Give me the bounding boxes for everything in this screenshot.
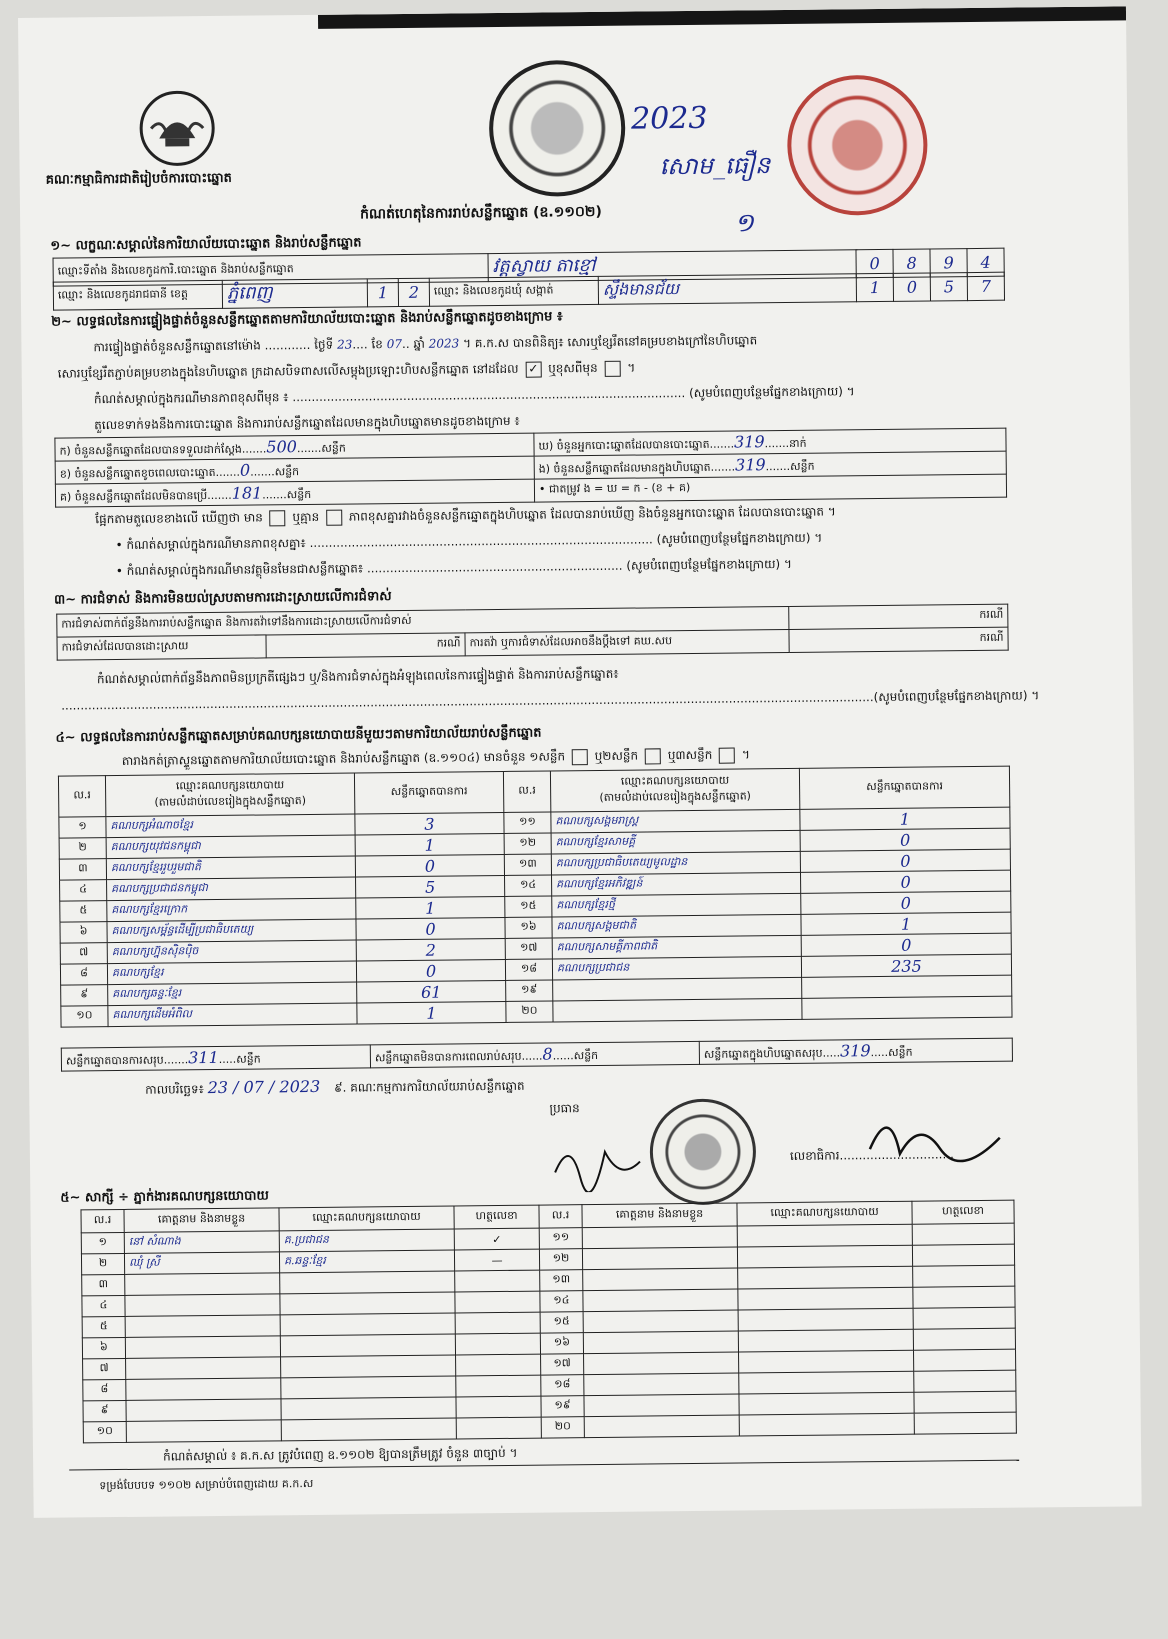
col-votes: សន្លឹកឆ្នោតបានការ [354, 771, 503, 814]
row-no: ១៤ [540, 1291, 583, 1312]
seal-check-line: សោរឬខ្សែរឹតភ្ជាប់គម្របខាងក្នុងនៃហិបឆ្នោត ក្រដាសបិទពាសលើសម្ពុងប្រឡោះហិបសន្លឹកឆ្នោត នៅដដែល ✓ ឬខុសពីមុន ។ [57, 360, 636, 381]
witness-party [737, 1224, 912, 1247]
witness-signature [455, 1312, 540, 1334]
col-party: ឈ្មោះគណបក្សនយោបាយ [279, 1206, 454, 1231]
unit-label: សន្លឹក [321, 441, 346, 455]
party-name [553, 998, 802, 1022]
vote-count: 5 [356, 875, 505, 898]
unit-label: សន្លឹក [236, 1052, 261, 1066]
bullet-object-text: • កំណត់សម្គាល់ក្នុងករណីមានវត្ថុមិនមែនជាសន្លឹកឆ្នោត៖ [115, 561, 364, 579]
col-votes: សន្លឹកឆ្នោតបានការ [799, 766, 1009, 809]
vote-count: 2 [356, 938, 505, 961]
witness-party [280, 1271, 455, 1294]
witness-party: គ.ប្រជាជន [279, 1229, 454, 1252]
witness-name [125, 1294, 280, 1317]
row-no: ២ [81, 1253, 124, 1274]
total-valid-value: 311 [188, 1047, 219, 1067]
committee-label: ៩. គណៈកម្មការការិយាល័យរាប់សន្លឹកឆ្នោត [333, 1078, 525, 1095]
day-label: ថ្ងៃទី [314, 337, 334, 352]
vote-count: 0 [800, 849, 1010, 872]
fill-note: (សូមបំពេញបន្ថែមផ្នែកខាងក្រោយ) ។ [873, 688, 1040, 705]
row-no: ១២ [539, 1249, 582, 1270]
bullet-object: • កំណត់សម្គាល់ក្នុងករណីមានវត្ថុមិនមែនជាសន្លឹកឆ្នោត៖ ................................................................... (សូមបំពេញបន្ថែមផ្នែកខាងក្រោយ) ។ [115, 556, 792, 579]
total-invalid-label: សន្លឹកឆ្នោតមិនបានការពេលរាប់សរុប [374, 1049, 522, 1064]
witness-signature [455, 1333, 540, 1355]
commune-value: ស្ទឹងមានជ័យ [598, 274, 856, 305]
unit-label: សន្លឹក [274, 464, 300, 478]
discrepancy-text-b: ភាពខុសគ្នារវាងចំនួនសន្លឹកឆ្នោតក្នុងហិបឆ្នោត ដែលបានរាប់ឃើញ និងចំនួនអ្នកបោះឆ្នោត ដែលបានបោះឆ្នោត ។ [348, 504, 836, 524]
row-no: ១១ [539, 1228, 582, 1249]
code-digit: 0 [856, 249, 893, 277]
row-no: ៨ [60, 964, 107, 985]
province-label: ឈ្មោះ និងលេខកូដរាជធានី ខេត្ត [53, 280, 222, 310]
fill-note: (សូមបំពេញបន្ថែមផ្នែកខាងក្រោយ) ។ [688, 384, 855, 400]
witness-name [583, 1268, 738, 1291]
row-no: ៧ [60, 943, 107, 964]
witness-party [739, 1392, 914, 1415]
col-no: ល.រ [58, 776, 105, 817]
date-line [145, 1075, 525, 1100]
row-no: ១៤ [505, 875, 552, 896]
tally-2sheets: ឬ២សន្លឹក [594, 748, 639, 764]
case-label: ករណី [789, 627, 1008, 652]
row-no: ១៩ [541, 1396, 584, 1417]
month-value: 07 [386, 336, 403, 352]
row-no: ៩ [83, 1400, 126, 1421]
vote-count: 1 [355, 833, 504, 856]
witness-party [739, 1350, 914, 1373]
col-sign: ហត្ថលេខា [912, 1200, 1014, 1224]
row-no: ៥ [60, 901, 107, 922]
row-no: ១៦ [505, 917, 552, 938]
witness-name [582, 1247, 737, 1270]
party-name: គណបក្សសង្គមជាតិ [552, 914, 801, 938]
different-label: ឬខុសពីមុន [548, 360, 598, 376]
total-valid-label: សន្លឹកឆ្នោតបានការសរុប [65, 1053, 164, 1068]
row-no: ៨ [83, 1379, 126, 1400]
vote-count: 0 [801, 933, 1011, 956]
unit-label: សន្លឹក [888, 1045, 913, 1059]
totals-table: សន្លឹកឆ្នោតបានការសរុប.......311.....សន្លឹក សន្លឹកឆ្នោតមិនបានការពេលរាប់សរុប......8......សន្លឹក សន្លឹកឆ្នោតក្នុងហិបឆ្នោតសរុប.....319.....សន្លឹក [61, 1038, 1013, 1072]
vote-count: 0 [355, 854, 504, 877]
page-number: ១ [734, 208, 755, 239]
section3-heading: ៣~ ការជំទាស់ និងការមិនយល់ស្របតាមការដោះស្រាយលើការជំទាស់ [54, 589, 392, 608]
witness-party [281, 1355, 456, 1378]
code-digit: 7 [967, 272, 1004, 300]
row-d-value: 319 [733, 431, 765, 452]
party-name: គណបក្សខ្មែរសាមគ្គី [551, 830, 800, 854]
row-no: ៤ [60, 880, 107, 901]
day-value: 23 [336, 337, 353, 352]
section2-heading: ២~ លទ្ធផលនៃការផ្ទៀងផ្ទាត់ចំនួនសន្លឹកឆ្នោតតាមការិយាល័យបោះឆ្នោត និងរាប់សន្លឹកឆ្នោតដូចខាងក្រោម ៖ [51, 309, 563, 330]
row-no: ៣ [82, 1274, 125, 1295]
code-digit: 4 [967, 248, 1004, 276]
location-value: វត្តស្វាយ តាខ្មៅ [488, 250, 856, 282]
row-no: ២០ [506, 1001, 553, 1022]
scan-edge [318, 6, 1126, 28]
figures-table: ក) ចំនួនសន្លឹកឆ្នោតដែលបានទទួលដាក់ស្ដែង.......500.......សន្លឹក ឃ) ចំនួនអ្នកបោះឆ្នោតដែលបានបោះឆ្នោត.......319.......នាក់ ខ) ចំនួនសន្លឹកឆ្នោតខូចពេលបោះឆ្នោត.......0.......សន្លឹក ង) ចំនួនសន្លឹកឆ្នោតដែលមានក្នុងហិបឆ្នោត.......319.......សន្លឹក គ) ចំនួនសន្លឹកឆ្នោតដែលមិនបានប្រើ.......181.......សន្លឹក • ជាតម្រូវ ង = ឃ = ក - (ខ + គ) [54, 428, 1007, 508]
witness-signature [455, 1270, 540, 1292]
party-name: គណបក្សសាមគ្គីភាពជាតិ [552, 935, 801, 959]
checkbox-3sheets[interactable] [719, 747, 735, 763]
total-invalid-value: 8 [542, 1043, 553, 1064]
results-table [58, 766, 1013, 1028]
party-name: គណបក្សសង្គមរាស្ត្រ [551, 809, 800, 833]
party-name: គណបក្សខ្មែរថ្មី [552, 893, 801, 917]
irregularity-fill: .....................................................................................................................................................................................................................(សូមបំពេញបន្ថែមផ្នែកខាងក្រោយ) ។ [61, 688, 1040, 713]
witness-name [125, 1336, 280, 1359]
year-handwritten: 2023 [630, 100, 708, 137]
checkbox-same[interactable]: ✓ [525, 361, 541, 377]
row-no: ១៣ [504, 854, 551, 875]
row-b-label: ខ) ចំនួនសន្លឹកឆ្នោតខូចពេលបោះឆ្នោត [59, 465, 216, 481]
row-no: ៦ [60, 922, 107, 943]
row-no: ៩ [61, 985, 108, 1006]
party-name: គណបក្សខ្មែររួបរួមជាតិ [106, 856, 355, 880]
witness-signature [914, 1391, 1016, 1413]
row-no: ១១ [504, 812, 551, 833]
row-e-value: 319 [734, 454, 766, 475]
witness-party [280, 1292, 455, 1315]
col-name: គោត្តនាម និងនាមខ្លួន [582, 1203, 737, 1228]
witness-party [738, 1329, 913, 1352]
party-name: គណបក្សឆន្ទៈខ្មែរ [108, 982, 357, 1006]
witness-party [281, 1418, 456, 1441]
vote-count: 0 [356, 959, 505, 982]
witness-name [583, 1310, 738, 1333]
witness-signature [456, 1417, 541, 1439]
seal-check-text: សោរឬខ្សែរឹតភ្ជាប់គម្របខាងក្នុងនៃហិបឆ្នោត ក្រដាសបិទពាសលើសម្ពុងប្រឡោះហិបសន្លឹកឆ្នោត នៅដដែល [57, 361, 519, 381]
fill-note: (សូមបំពេញបន្ថែមផ្នែកខាងក្រោយ) ។ [656, 530, 823, 547]
secretary-line: លេខាធិការ.............................. [789, 1147, 954, 1163]
verification-line: ការផ្ទៀងផ្ទាត់ចំនួនសន្លឹកឆ្នោតនៅម៉ោង ............ ថ្ងៃទី 23.... ខែ 07.. ឆ្នាំ 2023 ។ គ.ក.ស បានពិនិត្យ៖ សោរឬខ្សែរឹតនៅគម្របខាងក្រៅនៃហិបឆ្នោត [93, 333, 758, 355]
col-no: ល.រ [81, 1209, 124, 1232]
vote-count: 0 [800, 870, 1010, 893]
party-name: គណបក្សខ្មែរ [107, 961, 356, 985]
witness-name [126, 1399, 281, 1422]
tally-intro: តារាងកត់ត្រាស្ទួនឆ្នោតតាមការិយាល័យបោះឆ្នោត និងរាប់សន្លឹកឆ្នោត (ឧ.១១០៤) មានចំនួន ១សន្លឹក ឬ២សន្លឹក ឬ៣សន្លឹក ។ [121, 747, 750, 768]
witness-signature [912, 1223, 1014, 1245]
row-no: ១ [59, 817, 106, 838]
row-no: ១ [81, 1232, 124, 1253]
witness-name [584, 1415, 739, 1438]
verification-text-b: ។ គ.ក.ស បានពិនិត្យ៖ សោរឬខ្សែរឹតនៅគម្របខាងក្រៅនៃហិបឆ្នោត [462, 333, 758, 351]
col-no: ល.រ [539, 1205, 582, 1228]
witness-name [584, 1373, 739, 1396]
vote-count: 1 [800, 807, 1010, 830]
figures-intro: តួលេខទាក់ទងនឹងការបោះឆ្នោត និងការរាប់សន្លឹកឆ្នោតដែលមានក្នុងហិបឆ្នោតមានដូចខាងក្រោម ៖ [94, 413, 520, 433]
checkbox-2sheets[interactable] [645, 748, 661, 764]
witness-party [739, 1413, 914, 1436]
code-digit: 0 [893, 273, 930, 301]
col-party [550, 768, 799, 812]
col-party-sub: (តាមលំដាប់លេខរៀងក្នុងសន្លឹកឆ្នោត) [599, 789, 752, 804]
case-label: ករណី [266, 633, 465, 658]
year-value: 2023 [428, 336, 460, 351]
witness-party [738, 1308, 913, 1331]
witness-signature [913, 1307, 1015, 1329]
row-no: ១០ [83, 1421, 126, 1442]
witness-name [583, 1331, 738, 1354]
witness-signature: ✓ [454, 1228, 539, 1250]
district-handwritten: សោម_ធឿន [659, 151, 771, 181]
col-no: ល.រ [503, 771, 550, 812]
witness-name [125, 1273, 280, 1296]
party-name: គណបក្សប្រជាធិបតេយ្យមូលដ្ឋាន [551, 851, 800, 875]
witness-signature [456, 1375, 541, 1397]
year-label: ឆ្នាំ [413, 336, 425, 351]
section5-heading: ៥~ សាក្សី ÷ ភ្នាក់ងារគណបក្សនយោបាយ [60, 1188, 269, 1206]
row-a-label: ក) ចំនួនសន្លឹកឆ្នោតដែលបានទទួលដាក់ស្ដែង [59, 442, 242, 458]
formula-cell: • ជាតម្រូវ ង = ឃ = ក - (ខ + គ) [534, 474, 1006, 502]
org-name: គណៈកម្មាធិការជាតិរៀបចំការបោះឆ្នោត [45, 170, 232, 188]
vote-count [802, 996, 1012, 1019]
witness-signature [455, 1291, 540, 1313]
col-party [105, 773, 354, 817]
complaints-table [56, 604, 1008, 661]
witness-signature [912, 1244, 1014, 1266]
party-name [553, 977, 802, 1001]
col-party-title: ឈ្មោះគណបក្សនយោបាយ [175, 778, 285, 793]
witness-signature [456, 1396, 541, 1418]
vote-count: 1 [356, 896, 505, 919]
row-no: ៣ [59, 859, 106, 880]
difference-note-text: កំណត់សម្គាល់ក្នុងករណីមានភាពខុសពីមុន ៖ [93, 390, 289, 407]
row-a-value: 500 [266, 436, 297, 456]
witness-party [738, 1266, 913, 1289]
secretary-label: លេខាធិការ [789, 1148, 840, 1163]
complaint-row1: ការជំទាស់ពាក់ព័ន្ធនឹងការរាប់សន្លឹកឆ្នោត និងការតវ៉ាទៅនឹងការដោះស្រាយលើការជំទាស់ [57, 606, 789, 637]
appeal-label: ការតវ៉ា ឬការជំទាស់ដែលអាចនឹងប្ដឹងទៅ គឃ.សប [465, 629, 789, 655]
vote-count: 3 [355, 812, 504, 835]
row-d-label: ឃ) ចំនួនអ្នកបោះឆ្នោតដែលបានបោះឆ្នោត [538, 437, 710, 453]
checkbox-different[interactable] [604, 360, 620, 376]
chair-label: ប្រធាន [549, 1101, 580, 1116]
witness-table [80, 1200, 1016, 1444]
witness-signature [914, 1412, 1016, 1434]
red-stamp-icon [787, 74, 928, 215]
col-party-title: ឈ្មោះគណបក្សនយោបាយ [620, 773, 730, 788]
total-box-label: សន្លឹកឆ្នោតក្នុងហិបឆ្នោតសរុប [703, 1046, 823, 1061]
vote-count: 0 [356, 917, 505, 940]
witness-signature [913, 1349, 1015, 1371]
row-no: ២ [59, 838, 106, 859]
row-no: ១៥ [540, 1312, 583, 1333]
row-no: ៦ [82, 1337, 125, 1358]
date-value: 23 / 07 / 2023 [207, 1076, 321, 1098]
total-box-value: 319 [839, 1040, 871, 1060]
official-stamp-icon [488, 60, 625, 197]
witness-party [281, 1376, 456, 1399]
col-name: គោត្តនាម និងនាមខ្លួន [124, 1208, 279, 1233]
party-name: គណបក្សយុវជនកម្ពុជា [106, 835, 355, 859]
party-name: គណបក្សហ្វ៊ុនស៊ិនប៉ិច [107, 940, 356, 964]
party-name: គណបក្សខ្មែរអភិវឌ្ឍន៍ [552, 872, 801, 896]
witness-signature: — [454, 1249, 539, 1271]
commune-label: ឈ្មោះ និងលេខកូដឃុំ សង្កាត់ [429, 276, 598, 306]
unit-label: សន្លឹក [790, 459, 815, 473]
code-digit: 5 [930, 273, 967, 301]
row-c-label: គ) ចំនួនសន្លឹកឆ្នោតដែលមិនបានប្រើ [59, 488, 208, 504]
vote-count: 0 [801, 891, 1011, 914]
col-sign: ហត្ថលេខា [454, 1205, 539, 1229]
vote-count: 0 [800, 828, 1010, 851]
form-footer: ទម្រង់បែបបទ ១១០២ សម្រាប់បំពេញដោយ គ.ក.ស [99, 1476, 314, 1493]
witness-signature [913, 1265, 1015, 1287]
party-name: គណបក្សប្រជាជនកម្ពុជា [107, 877, 356, 901]
witness-party [738, 1287, 913, 1310]
witness-party [281, 1397, 456, 1420]
vote-count: 1 [801, 912, 1011, 935]
row-c-value: 181 [231, 482, 263, 503]
witness-name [126, 1420, 281, 1443]
vote-count: 61 [357, 980, 506, 1003]
party-name: គណបក្សប្រជាជន [552, 956, 801, 980]
section1-heading: ១~ លក្ខណៈសម្គាល់នៃការិយាល័យបោះឆ្នោត និងរាប់សន្លឹកឆ្នោត [50, 235, 362, 254]
witness-party [739, 1371, 914, 1394]
resolved-label: ការជំទាស់ដែលបានដោះស្រាយ [57, 635, 266, 660]
secretary-signature-icon [859, 1108, 1010, 1180]
row-no: ១០ [61, 1006, 108, 1027]
difference-note-line: កំណត់សម្គាល់ក្នុងករណីមានភាពខុសពីមុន ៖ ....................................................................................................... (សូមបំពេញបន្ថែមផ្នែកខាងក្រោយ) ។ [93, 384, 855, 407]
month-label: ខែ [371, 337, 383, 352]
witness-party [280, 1313, 455, 1336]
vote-count: 235 [801, 954, 1011, 977]
bullet-difference: • កំណត់សម្គាល់ក្នុងករណីមានភាពខុសគ្នា៖ .......................................................................................... (សូមបំពេញបន្ថែមផ្នែកខាងក្រោយ) ។ [115, 530, 823, 553]
witness-signature [914, 1370, 1016, 1392]
verification-text: ការផ្ទៀងផ្ទាត់ចំនួនសន្លឹកឆ្នោតនៅម៉ោង [93, 338, 261, 355]
row-no: ១៣ [540, 1270, 583, 1291]
footnote: កំណត់សម្គាល់ ៖ គ.ក.ស ត្រូវបំពេញ ឧ.១១០២ ឱ្យបានត្រឹមត្រូវ ចំនួន ៣ច្បាប់ ។ [162, 1445, 518, 1464]
row-no: ៥ [82, 1316, 125, 1337]
unit-label: សន្លឹក [573, 1048, 599, 1062]
row-no: ២០ [541, 1417, 584, 1438]
checkbox-has[interactable] [270, 510, 286, 526]
discrepancy-text: ផ្អែកតាមតួលេខខាងលើ ឃើញថា មាន [95, 510, 263, 527]
unit-label: នាក់ [789, 436, 807, 450]
code-digit: 2 [398, 278, 429, 306]
code-digit: 8 [893, 249, 930, 277]
code-digit: 9 [930, 249, 967, 277]
party-name: គណបក្សដើមអំពិល [108, 1003, 357, 1027]
section4-heading: ៤~ លទ្ធផលនៃការរាប់សន្លឹកឆ្នោតសម្រាប់គណបក្សនយោបាយនីមួយៗតាមការិយាល័យរាប់សន្លឹកឆ្នោត [55, 725, 542, 746]
witness-signature [456, 1354, 541, 1376]
witness-name [125, 1315, 280, 1338]
bullet-difference-text: • កំណត់សម្គាល់ក្នុងករណីមានភាពខុសគ្នា៖ [115, 536, 306, 553]
province-value: ភ្នំពេញ [222, 279, 367, 309]
witness-name: ឈុំ ស្រី [124, 1252, 279, 1275]
code-digit: 1 [856, 273, 893, 301]
checkbox-1sheet[interactable] [572, 749, 588, 765]
nec-emblem-icon [137, 88, 218, 169]
witness-signature [913, 1286, 1015, 1308]
tally-intro-text: តារាងកត់ត្រាស្ទួនឆ្នោតតាមការិយាល័យបោះឆ្នោត និងរាប់សន្លឹកឆ្នោត (ឧ.១១០៤) មានចំនួន ១សន្លឹក [121, 749, 566, 768]
row-no: ១៨ [505, 959, 552, 980]
committee-stamp-icon [649, 1098, 756, 1205]
doc-title: កំណត់ហេតុនៃការរាប់សន្លឹកឆ្នោត (ឧ.១១០២) [359, 203, 602, 223]
row-b-value: 0 [239, 460, 251, 480]
witness-name: នៅ សំណាង [124, 1231, 279, 1254]
tally-3sheets: ឬ៣សន្លឹក [667, 747, 713, 763]
row-e-label: ង) ចំនួនសន្លឹកឆ្នោតដែលមានក្នុងហិបឆ្នោត [538, 460, 711, 476]
witness-name [126, 1357, 281, 1380]
witness-party [280, 1334, 455, 1357]
witness-party [737, 1245, 912, 1268]
row-no: ៧ [83, 1358, 126, 1379]
party-name: គណបក្សអំណាចខ្មែរ [106, 814, 355, 838]
witness-name [126, 1378, 281, 1401]
row-no: ១៦ [540, 1333, 583, 1354]
none-label: ឬគ្មាន [292, 509, 320, 525]
chair-signature-icon [550, 1131, 651, 1192]
witness-signature [913, 1328, 1015, 1350]
date-label: កាលបរិច្ឆេទ៖ [145, 1082, 204, 1097]
code-digit: 1 [367, 279, 398, 307]
row-no: ៤ [82, 1295, 125, 1316]
discrepancy-line [95, 503, 836, 529]
form-sheet [18, 6, 1142, 1518]
vote-count [802, 975, 1012, 998]
row-no: ១២ [504, 833, 551, 854]
case-label: ករណី [789, 604, 1008, 629]
witness-name [583, 1289, 738, 1312]
witness-name [584, 1352, 739, 1375]
row-no: ១៨ [541, 1375, 584, 1396]
party-name: គណបក្សសម្ព័ន្ធដើម្បីប្រជាធិបតេយ្យ [107, 919, 356, 943]
row-no: ១៧ [505, 938, 552, 959]
vote-count: 1 [357, 1001, 506, 1024]
witness-name [582, 1226, 737, 1249]
fill-note: (សូមបំពេញបន្ថែមផ្នែកខាងក្រោយ) ។ [626, 556, 792, 573]
witness-name [584, 1394, 739, 1417]
location-label: ឈ្មោះទីតាំង និងលេខកូដការិ.បោះឆ្នោត និងរាប់សន្លឹកឆ្នោត [53, 254, 488, 287]
witness-party: គ.ឆន្ទៈខ្មែរ [279, 1250, 454, 1273]
row-no: ១៧ [541, 1354, 584, 1375]
row-no: ១៥ [505, 896, 552, 917]
party-name: គណបក្សខ្មែរក្រោក [107, 898, 356, 922]
row-no: ១៩ [506, 980, 553, 1001]
unit-label: សន្លឹក [286, 487, 312, 501]
checkbox-none[interactable] [326, 509, 342, 525]
irregularity-note: កំណត់សម្គាល់ពាក់ព័ន្ធនឹងភាពមិនប្រក្រតីផ្សេងៗ ឬ/និងការជំទាស់ក្នុងអំឡុងពេលនៃការផ្ទៀងផ្ទាត់ និងការរាប់សន្លឹកឆ្នោត៖ [96, 666, 619, 687]
col-party-sub: (តាមលំដាប់លេខរៀងក្នុងសន្លឹកឆ្នោត) [154, 794, 307, 809]
col-party: ឈ្មោះគណបក្សនយោបាយ [737, 1201, 912, 1226]
